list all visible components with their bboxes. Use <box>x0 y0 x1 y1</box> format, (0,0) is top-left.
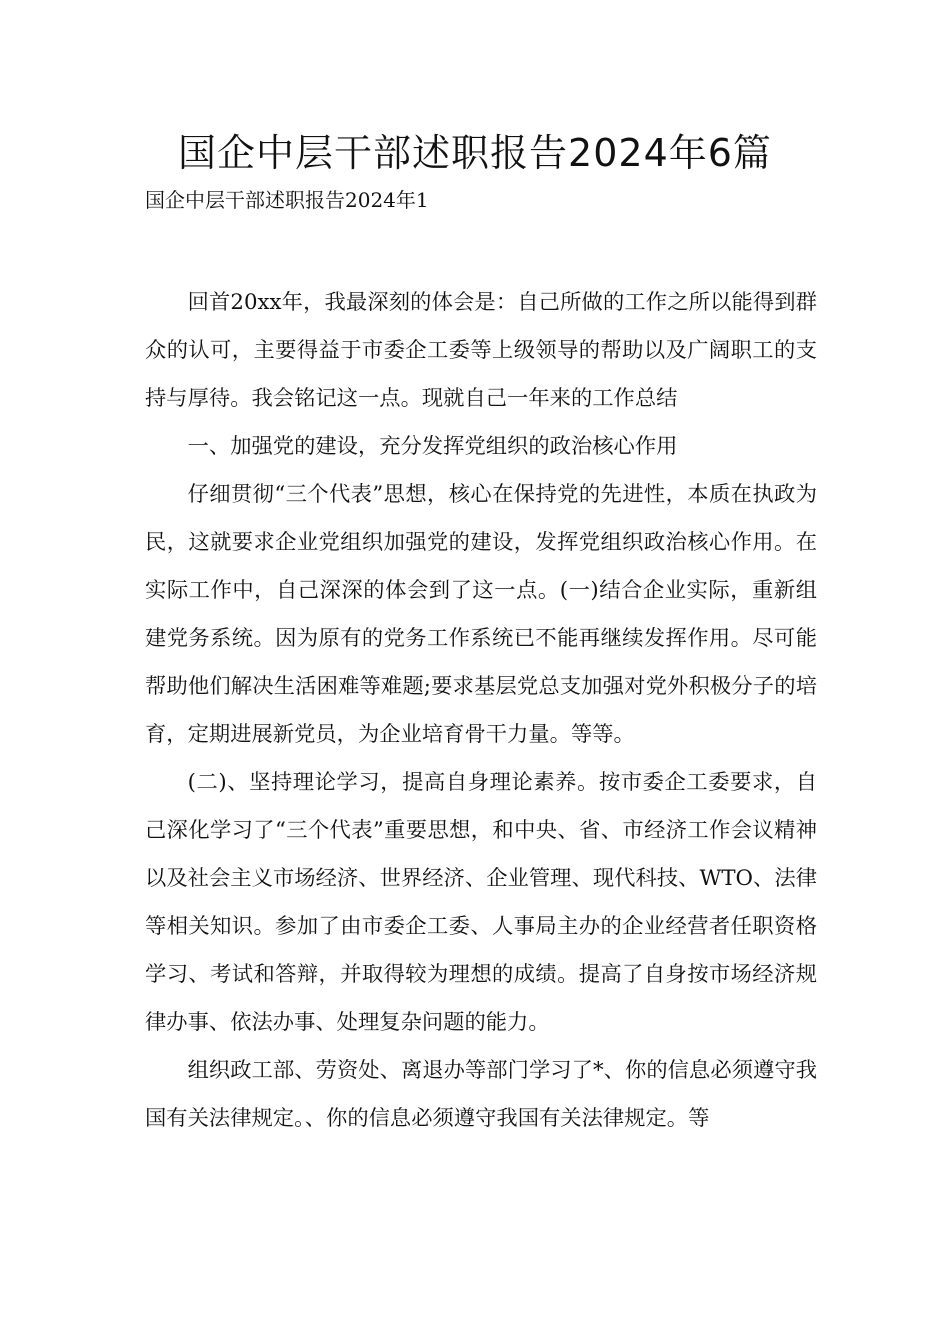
paragraph-theory-study: (二)、坚持理论学习，提高自身理论素养。按市委企工委要求，自己深化学习了“三个代表”重要思想，和中央、省、市经济工作会议精神以及社会主义市场经济、世界经济、企业管理、现代科技、WTO、法律等相关知识。参加了由市委企工委、人事局主办的企业经营者任职资格学习、考试和答辩，并取得较为理想的成绩。提高了自身按市场经济规律办事、依法办事、处理复杂问题的能力。 <box>145 770 817 1035</box>
document-subtitle: 国企中层干部述职报告2024年1 <box>145 188 429 212</box>
document-title: 国企中层干部述职报告2024年6篇 <box>178 131 772 175</box>
paragraph-department-study: 组织政工部、劳资处、离退办等部门学习了*、你的信息必须遵守我国有关法律规定。、你的信息必须遵守我国有关法律规定。等 <box>145 1058 817 1131</box>
document-body <box>145 279 817 1143</box>
paragraph-intro: 回首20xx年，我最深刻的体会是：自己所做的工作之所以能得到群众的认可，主要得益于市委企工委等上级领导的帮助以及广阔职工的支持与厚待。我会铭记这一点。现就自己一年来的工作总结 <box>145 290 817 411</box>
paragraph-party-building: 仔细贯彻“三个代表”思想，核心在保持党的先进性，本质在执政为民，这就要求企业党组织加强党的建设，发挥党组织政治核心作用。在实际工作中，自己深深的体会到了这一点。(一)结合企业实际，重新组建党务系统。因为原有的党务工作系统已不能再继续发挥作用。尽可能帮助他们解决生活困难等难题;要求基层党总支加强对党外积极分子的培育，定期进展新党员，为企业培育骨干力量。等等。 <box>145 482 817 747</box>
section-heading-party-building: 一、加强党的建设，充分发挥党组织的政治核心作用 <box>187 434 678 459</box>
